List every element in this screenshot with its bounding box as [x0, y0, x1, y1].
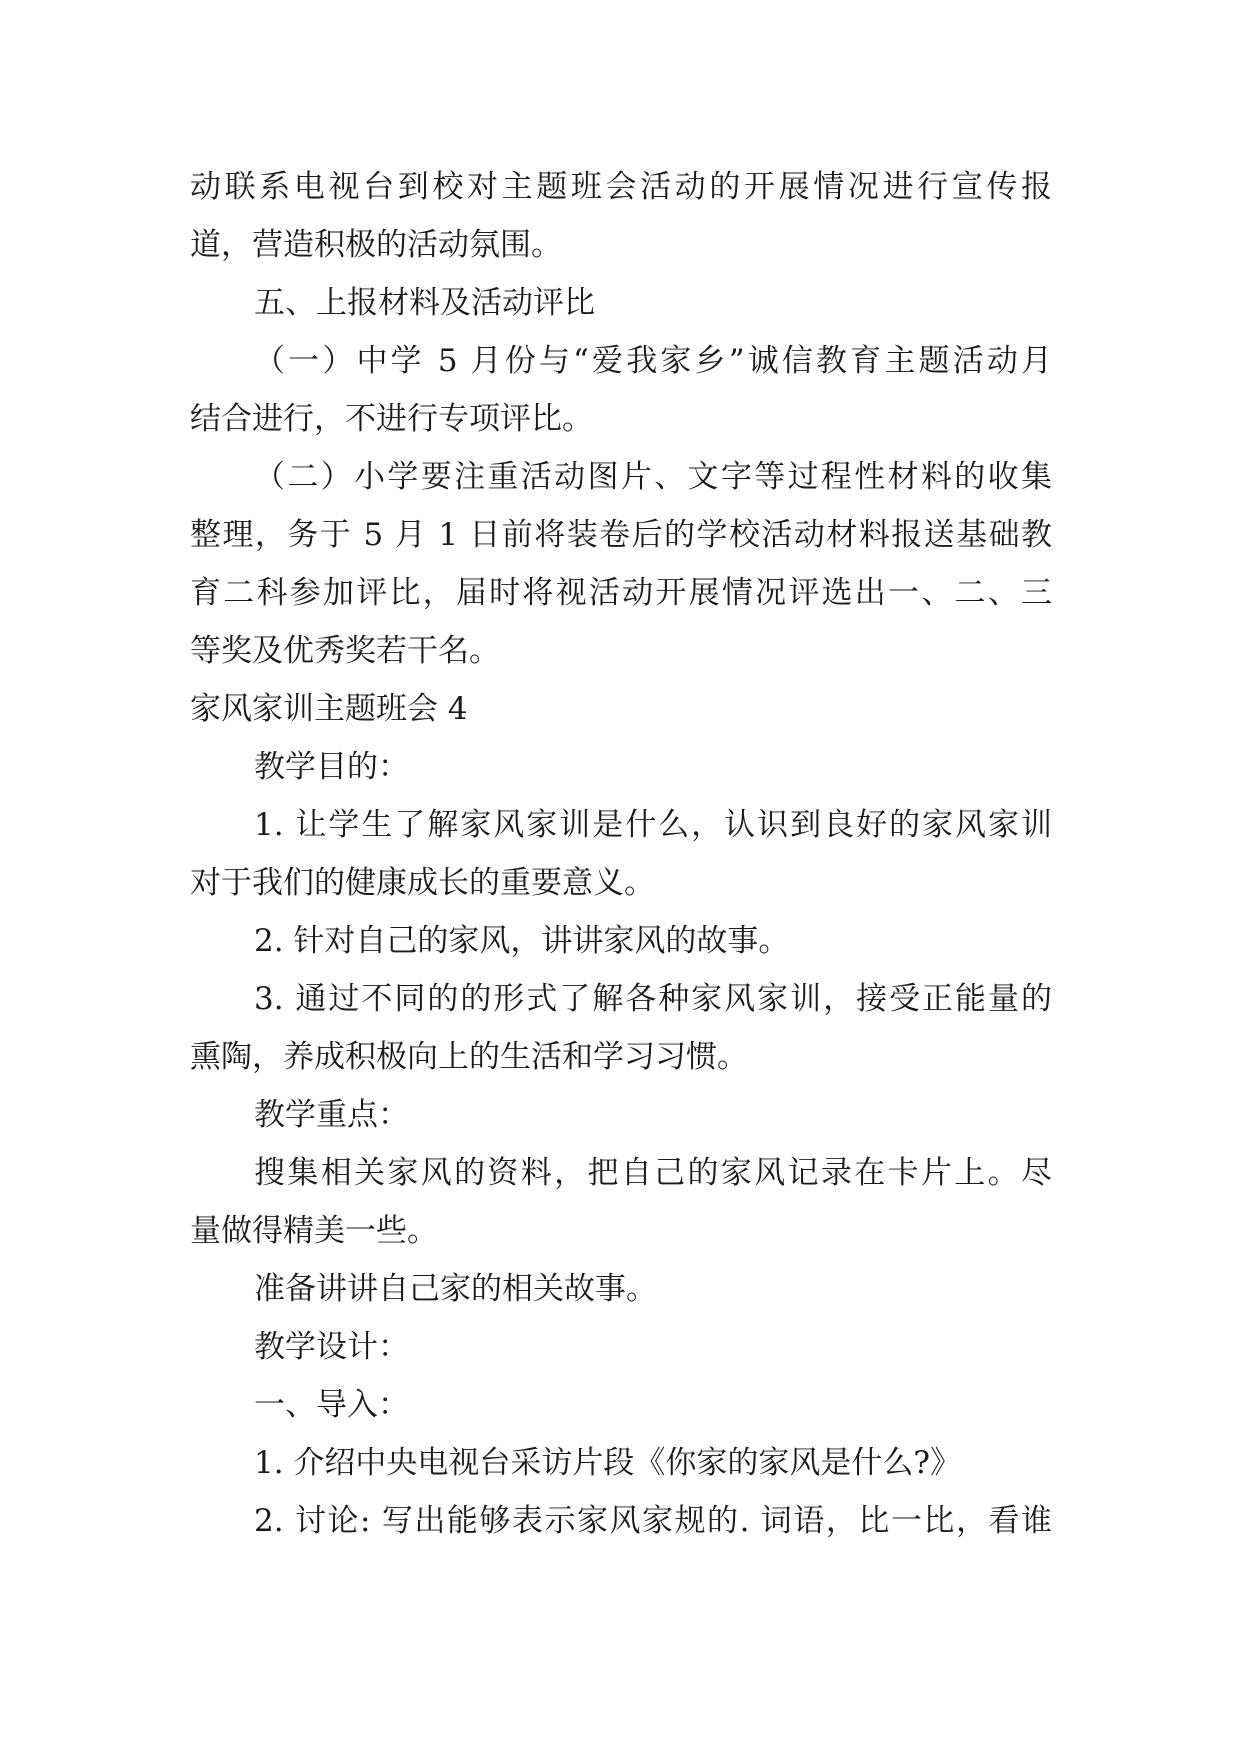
paragraph-line: 育二科参加评比，届时将视活动开展情况评选出一、二、三 — [190, 575, 1052, 611]
list-item: 2. 针对自己的家风，讲讲家风的故事。 — [254, 923, 790, 959]
paragraph-line: 等奖及优秀奖若干名。 — [190, 633, 500, 669]
section-heading: 教学目的： — [254, 749, 409, 785]
paragraph-line: 道，营造积极的活动氛围。 — [190, 227, 562, 263]
paragraph-line: 对于我们的健康成长的重要意义。 — [190, 865, 655, 901]
section-heading: 教学设计： — [254, 1329, 409, 1365]
paragraph-line: 搜集相关家风的资料，把自己的家风记录在卡片上。尽 — [254, 1155, 1052, 1191]
paragraph-line: 熏陶，养成积极向上的生活和学习习惯。 — [190, 1039, 748, 1075]
paragraph-line: 整理，务于 5 月 1 日前将装卷后的学校活动材料报送基础教 — [190, 517, 1052, 553]
paragraph-line: 量做得精美一些。 — [190, 1213, 438, 1249]
paragraph-line: （一）中学 5 月份与“爱我家乡”诚信教育主题活动月 — [254, 343, 1052, 379]
list-item: 2. 讨论: 写出能够表示家风家规的. 词语，比一比，看谁 — [254, 1503, 1052, 1539]
paragraph-line: 动联系电视台到校对主题班会活动的开展情况进行宣传报 — [190, 169, 1052, 205]
document-title: 家风家训主题班会 4 — [190, 691, 468, 727]
paragraph-line: 准备讲讲自己家的相关故事。 — [254, 1271, 657, 1307]
paragraph-line: 结合进行，不进行专项评比。 — [190, 401, 593, 437]
list-item: 3. 通过不同的的形式了解各种家风家训，接受正能量的 — [254, 981, 1052, 1017]
list-item: 1. 让学生了解家风家训是什么，认识到良好的家风家训 — [254, 807, 1052, 843]
section-heading: 一、导入： — [254, 1387, 409, 1423]
section-heading: 教学重点： — [254, 1097, 409, 1133]
section-heading: 五、上报材料及活动评比 — [254, 285, 595, 321]
paragraph-line: （二）小学要注重活动图片、文字等过程性材料的收集 — [254, 459, 1052, 495]
document-body — [190, 158, 1052, 1550]
list-item: 1. 介绍中央电视台采访片段《你家的家风是什么?》 — [254, 1445, 962, 1481]
